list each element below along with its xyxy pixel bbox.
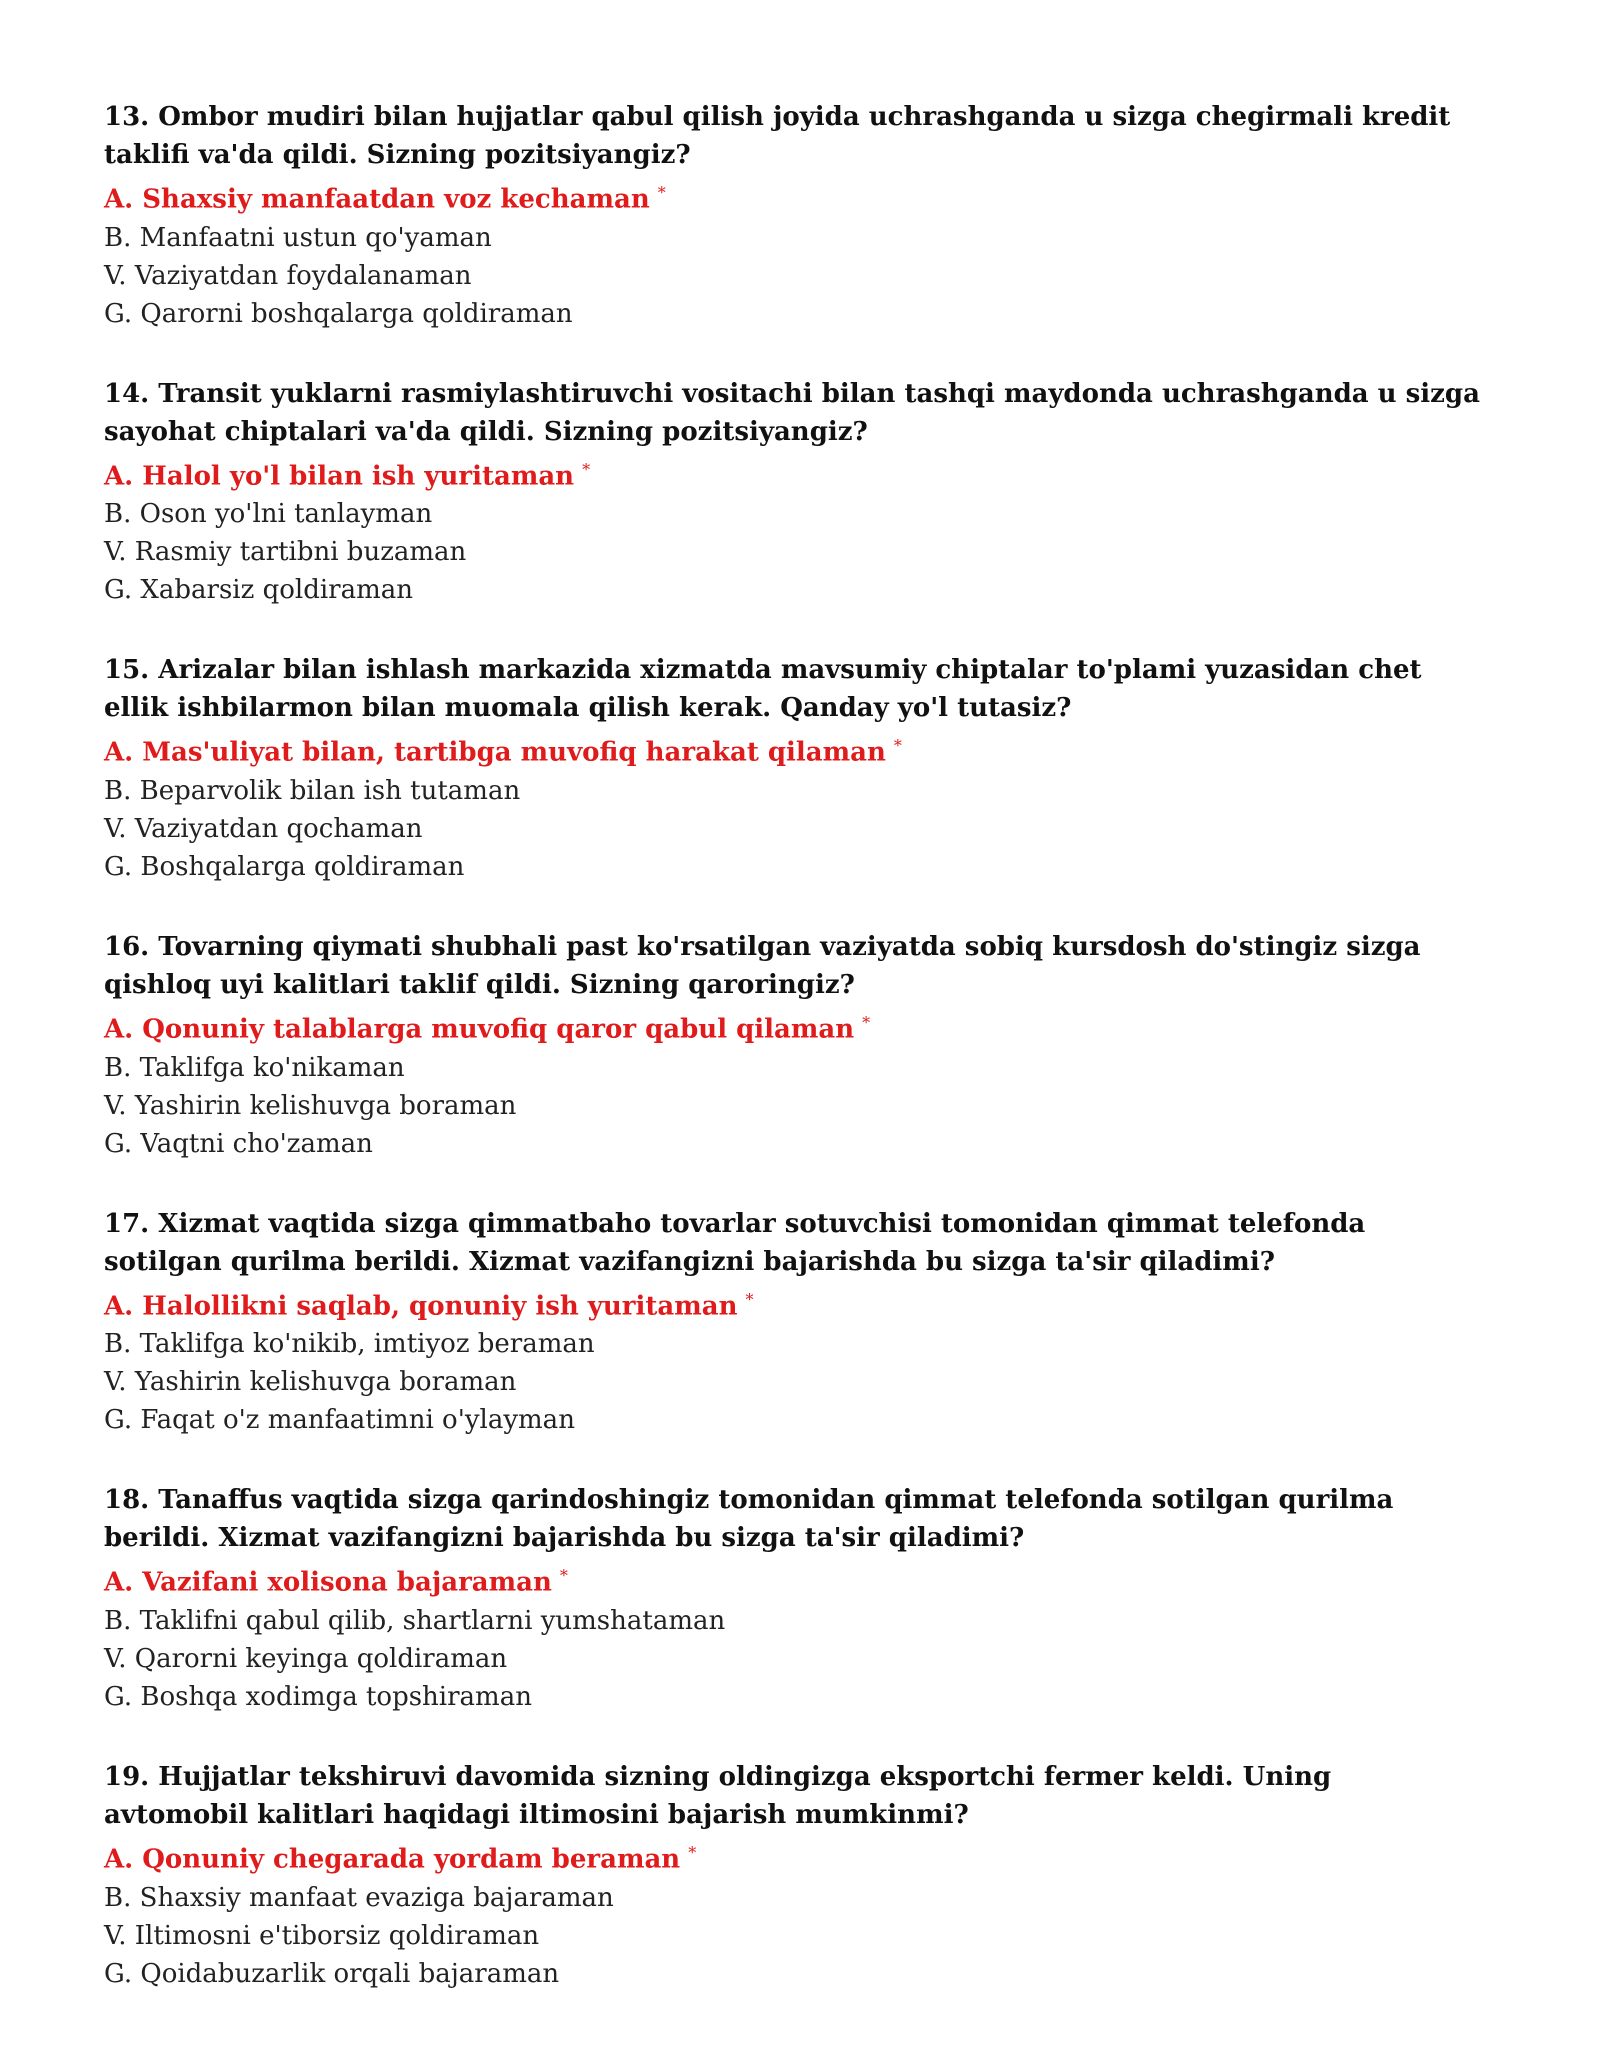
correct-answer-text: A. Halollikni saqlab, qonuniy ish yuritaman <box>104 1291 738 1322</box>
answer-option: V. Qarorni keyinga qoldiraman <box>104 1643 508 1674</box>
correct-answer-text: A. Halol yo'l bilan ish yuritaman <box>104 461 575 492</box>
question-text: 15. Arizalar bilan ishlash markazida xizmatda mavsumiy chiptalar to'plami yuzasidan chet ellik ishbilarmon bilan muomala qilish kerak. Qanday yo'l tutasiz? <box>104 655 1422 724</box>
correct-marker: * <box>862 1012 871 1032</box>
answer-option: G. Qoidabuzarlik orqali bajaraman <box>104 1958 560 1989</box>
answer-option: B. Shaxsiy manfaat evaziga bajaraman <box>104 1882 614 1913</box>
correct-answer-text: A. Qonuniy chegarada yordam beraman <box>104 1844 681 1875</box>
question-block-15 <box>104 651 1484 886</box>
correct-marker: * <box>657 183 666 202</box>
correct-marker: * <box>745 1289 754 1309</box>
correct-answer-text: A. Qonuniy talablarga muvofiq qaror qabul qilaman <box>104 1014 855 1045</box>
correct-answer <box>104 1004 1484 1049</box>
question-text: 13. Ombor mudiri bilan hujjatlar qabul qilish joyida uchrashganda u sizga chegirmali kredit taklifi va'da qildi. Sizning pozitsiyangiz? <box>104 102 1451 170</box>
correct-answer <box>104 1281 1484 1326</box>
correct-marker: * <box>559 1566 568 1586</box>
correct-answer-text: A. Shaxsiy manfaatdan voz kechaman <box>104 184 650 215</box>
answer-option: G. Boshqa xodimga topshiraman <box>104 1681 532 1712</box>
question-block-17 <box>104 1205 1484 1440</box>
answer-option: B. Taklifni qabul qilib, shartlarni yumshataman <box>104 1605 726 1636</box>
question-text: 17. Xizmat vaqtida sizga qimmatbaho tovarlar sotuvchisi tomonidan qimmat telefonda sotilgan qurilma berildi. Xizmat vazifangizni bajarishda bu sizga ta'sir qiladimi? <box>104 1208 1366 1277</box>
answer-option: G. Boshqalarga qoldiraman <box>104 851 465 882</box>
quiz-document <box>104 98 1484 2035</box>
question-block-16 <box>104 928 1484 1163</box>
correct-answer <box>104 451 1484 496</box>
answer-option: V. Yashirin kelishuvga boraman <box>104 1090 517 1121</box>
answer-option: B. Manfaatni ustun qo'yaman <box>104 222 492 253</box>
question-block-19 <box>104 1758 1484 1993</box>
answer-option: G. Faqat o'z manfaatimni o'ylayman <box>104 1405 575 1436</box>
correct-answer-text: A. Vazifani xolisona bajaraman <box>104 1567 552 1598</box>
question-text: 18. Tanaffus vaqtida sizga qarindoshingiz tomonidan qimmat telefonda sotilgan qurilma berildi. Xizmat vazifangizni bajarishda bu sizga ta'sir qiladimi? <box>104 1485 1394 1554</box>
answer-option: B. Beparvolik bilan ish tutaman <box>104 775 521 806</box>
correct-answer <box>104 174 1484 219</box>
question-block-13 <box>104 98 1484 333</box>
answer-option: V. Yashirin kelishuvga boraman <box>104 1367 517 1398</box>
question-block-18 <box>104 1481 1484 1716</box>
answer-option: G. Vaqtni cho'zaman <box>104 1128 373 1159</box>
answer-option: V. Rasmiy tartibni buzaman <box>104 537 467 568</box>
correct-answer <box>104 727 1484 772</box>
answer-option: B. Taklifga ko'nikaman <box>104 1052 405 1083</box>
correct-answer-text: A. Mas'uliyat bilan, tartibga muvofiq harakat qilaman <box>104 737 886 768</box>
answer-option: G. Qarorni boshqalarga qoldiraman <box>104 298 573 329</box>
answer-option: V. Vaziyatdan qochaman <box>104 813 423 844</box>
correct-answer <box>104 1834 1484 1879</box>
correct-answer <box>104 1557 1484 1602</box>
question-text: 19. Hujjatlar tekshiruvi davomida sizning oldingizga eksportchi fermer keldi. Uning avtomobil kalitlari haqidagi iltimosini bajarish mumkinmi? <box>104 1761 1332 1830</box>
answer-option: V. Iltimosni e'tiborsiz qoldiraman <box>104 1920 540 1951</box>
correct-marker: * <box>582 459 591 479</box>
question-block-14 <box>104 375 1484 610</box>
answer-option: V. Vaziyatdan foydalanaman <box>104 260 472 291</box>
correct-marker: * <box>893 736 902 756</box>
question-text: 16. Tovarning qiymati shubhali past ko'rsatilgan vaziyatda sobiq kursdosh do'stingiz sizga qishloq uyi kalitlari taklif qildi. Sizning qaroringiz? <box>104 931 1421 1000</box>
question-text: 14. Transit yuklarni rasmiylashtiruvchi vositachi bilan tashqi maydonda uchrashganda u sizga sayohat chiptalari va'da qildi. Sizning pozitsiyangiz? <box>104 378 1480 447</box>
correct-marker: * <box>688 1842 697 1862</box>
answer-option: B. Oson yo'lni tanlayman <box>104 499 433 530</box>
answer-option: B. Taklifga ko'nikib, imtiyoz beraman <box>104 1329 595 1360</box>
answer-option: G. Xabarsiz qoldiraman <box>104 575 413 606</box>
